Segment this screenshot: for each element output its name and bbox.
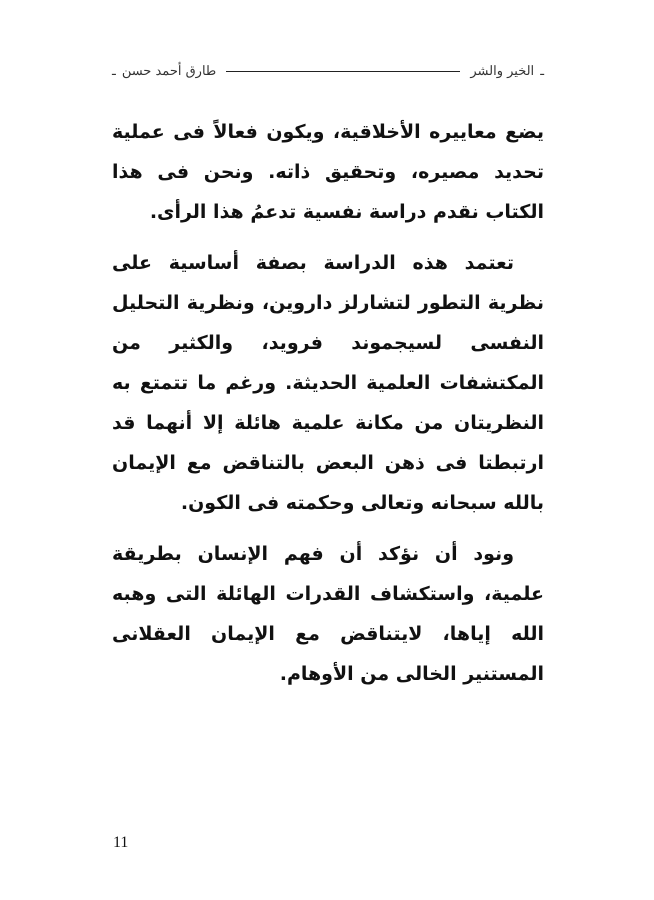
body-text	[112, 112, 544, 705]
page-number: 11	[113, 834, 129, 851]
running-header	[112, 58, 544, 84]
header-book-title: الخير والشر	[470, 63, 535, 79]
header-author: طارق أحمد حسن	[121, 63, 217, 79]
header-rule	[226, 71, 460, 72]
paragraph-1: يضع معاييره الأخلاقية، ويكون فعالاً فى عملية تحديد مصيره، وتحقيق ذاته. ونحن فى هذا الكتاب نقدم دراسة نفسية تدعمُ هذا الرأى.	[112, 121, 544, 223]
paragraph-3: ونود أن نؤكد أن فهم الإنسان بطريقة علمية، واستكشاف القدرات الهائلة التى وهبه الله إياها، لايتناقض مع الإيمان العقلانى المستنير الخالى من الأوهام.	[112, 543, 544, 685]
header-dash-end: ـ	[112, 63, 116, 79]
header-dash-start: ـ	[540, 63, 544, 79]
paragraph-2: تعتمد هذه الدراسة بصفة أساسية على نظرية التطور لتشارلز داروين، ونظرية التحليل النفسى لسيجموند فرويد، والكثير من المكتشفات العلمية الحديثة. ورغم ما تتمتع به النظريتان من مكانة علمية هائلة إلا أنهما قد ارتبطتا فى ذهن البعض بالتناقض مع الإيمان بالله سبحانه وتعالى وحكمته فى الكون.	[112, 252, 544, 514]
